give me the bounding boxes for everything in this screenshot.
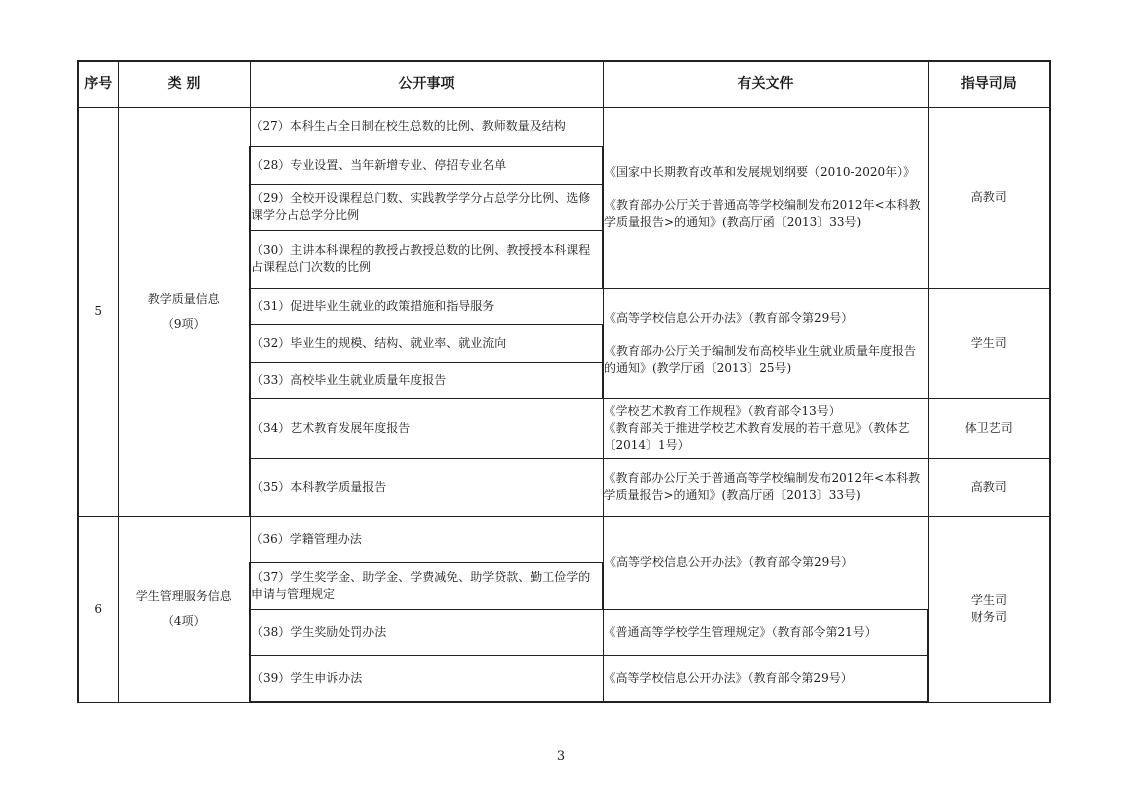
file-text: 《教育部关于推进学校艺术教育发展的若干意见》（教体艺〔2014〕1号） <box>603 420 910 452</box>
item-cell: （29）全校开设课程总门数、实践教学学分占总学分比例、选修课学分占总学分比例 <box>250 184 603 230</box>
dept-cell: 体卫艺司 <box>928 398 1050 458</box>
category-name: 教学质量信息 <box>147 291 220 306</box>
item-cell: （30）主讲本科课程的教授占教授总数的比例、教授授本科课程占课程总门次数的比例 <box>250 230 603 288</box>
file-text: 《普通高等学校学生管理规定》（教育部令第21号） <box>603 624 877 639</box>
item-cell: （27）本科生占全日制在校生总数的比例、教师数量及结构 <box>250 107 603 146</box>
file-cell <box>603 516 928 609</box>
item-cell: （36）学籍管理办法 <box>250 516 603 562</box>
file-text: 《教育部办公厅关于普通高等学校编制发布2012年<本科教学质量报告>的通知》(教高厅函〔2013〕33号) <box>604 198 921 229</box>
disclosure-table <box>77 60 1051 703</box>
file-cell <box>603 288 928 398</box>
item-cell: （32）毕业生的规模、结构、就业率、就业流向 <box>250 324 603 362</box>
item-cell: （37）学生奖学金、助学金、学费减免、助学贷款、勤工俭学的申请与管理规定 <box>250 562 603 609</box>
category-count: （4项） <box>161 614 206 628</box>
file-text: 《国家中长期教育改革和发展规划纲要（2010-2020年）》 <box>604 165 916 179</box>
seq-cell: 5 <box>78 107 118 516</box>
file-text: 《高等学校信息公开办法》（教育部令第29号） <box>603 670 853 685</box>
dept-cell: 高教司 <box>928 107 1050 288</box>
dept-cell: 高教司 <box>928 458 1050 516</box>
header-files: 有关文件 <box>603 61 928 107</box>
header-seq: 序号 <box>78 61 118 107</box>
dept-cell: 学生司 <box>928 288 1050 398</box>
item-cell: （33）高校毕业生就业质量年度报告 <box>250 362 603 398</box>
header-category: 类 别 <box>118 61 250 107</box>
dept-name: 学生司 <box>970 593 1007 607</box>
page-number: 3 <box>556 749 566 764</box>
file-text: 《教育部办公厅关于普通高等学校编制发布2012年<本科教学质量报告>的通知》(教高厅函〔2013〕33号) <box>603 471 921 502</box>
item-cell: （34）艺术教育发展年度报告 <box>250 398 603 458</box>
file-cell <box>603 107 928 288</box>
item-cell: （35）本科教学质量报告 <box>250 458 603 516</box>
dept-cell <box>928 516 1050 702</box>
file-cell <box>603 458 928 516</box>
file-text: 《学校艺术教育工作规程》（教育部令13号） <box>603 403 841 418</box>
category-cell <box>118 107 250 516</box>
category-cell <box>118 516 250 702</box>
table-row <box>78 516 1050 562</box>
category-name: 学生管理服务信息 <box>135 589 232 603</box>
item-cell: （28）专业设置、当年新增专业、停招专业名单 <box>250 146 603 184</box>
seq-cell: 6 <box>78 516 118 702</box>
table-row <box>78 107 1050 146</box>
item-cell: （39）学生申诉办法 <box>250 655 603 702</box>
file-text: 《高等学校信息公开办法》（教育部令第29号） <box>604 310 854 325</box>
header-dept: 指导司局 <box>928 61 1050 107</box>
file-cell <box>603 398 928 458</box>
file-text: 《教育部办公厅关于编制发布高校毕业生就业质量年度报告的通知》(教学厅函〔2013〕25号) <box>604 343 917 375</box>
file-text: 《高等学校信息公开办法》（教育部令第29号） <box>604 555 854 569</box>
header-items: 公开事项 <box>250 61 603 107</box>
file-cell <box>603 655 928 702</box>
item-cell: （31）促进毕业生就业的政策措施和指导服务 <box>250 288 603 324</box>
file-cell <box>603 609 928 655</box>
item-cell: （38）学生奖励处罚办法 <box>250 609 603 655</box>
category-count: （9项） <box>161 316 206 331</box>
dept-name: 财务司 <box>970 610 1007 624</box>
header-row <box>78 61 1050 107</box>
